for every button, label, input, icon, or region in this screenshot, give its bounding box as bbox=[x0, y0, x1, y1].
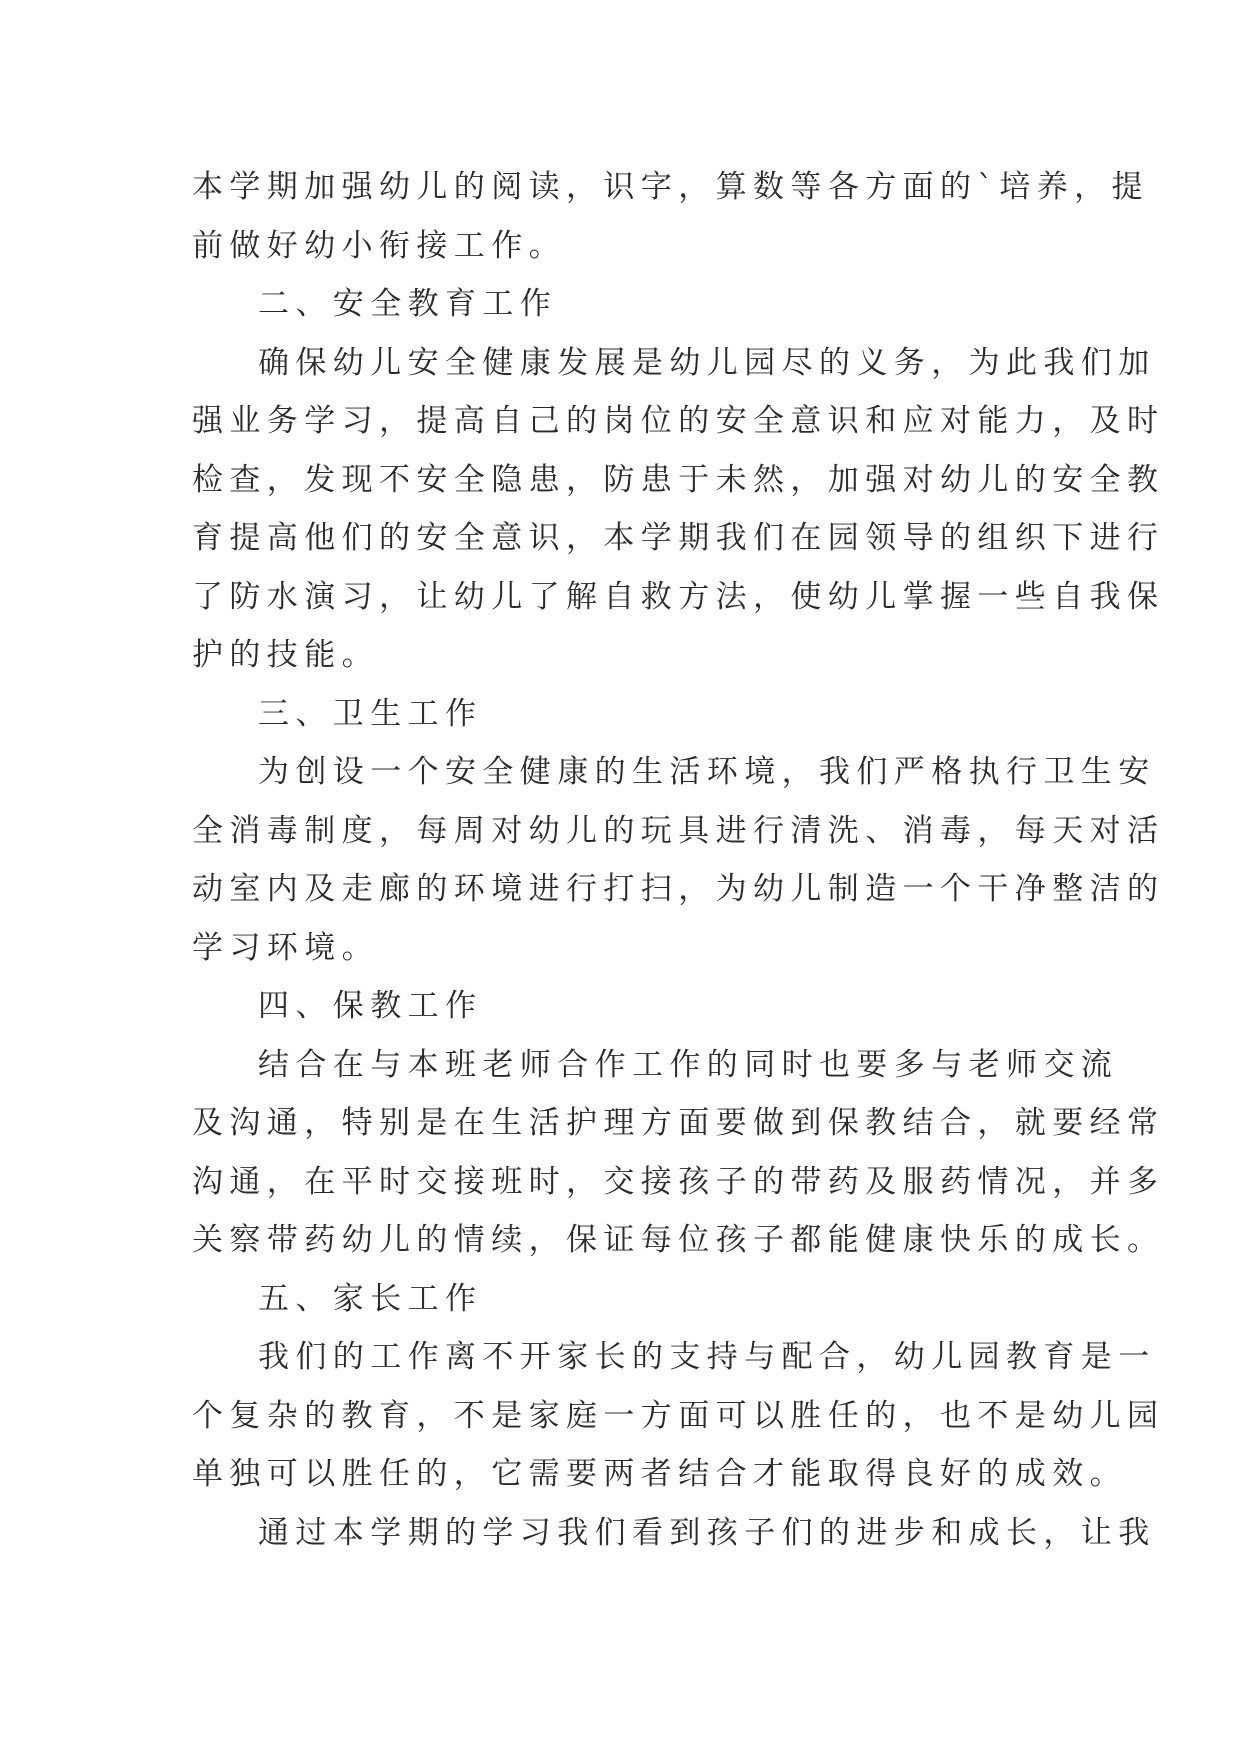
section-heading-parents: 五、家长工作 bbox=[258, 1280, 483, 1317]
text-line-22: 个复杂的教育，不是家庭一方面可以胜任的，也不是幼儿园 bbox=[192, 1397, 1165, 1434]
section-heading-hygiene: 三、卫生工作 bbox=[258, 695, 483, 732]
text-line-9: 护的技能。 bbox=[192, 637, 379, 673]
section-heading-care: 四、保教工作 bbox=[258, 988, 483, 1024]
text-line-21: 我们的工作离不开家长的支持与配合，幼儿园教育是一 bbox=[258, 1339, 1156, 1375]
text-line-2: 前做好幼小衔接工作。 bbox=[192, 227, 566, 264]
text-line-12: 全消毒制度，每周对幼儿的玩具进行清洗、消毒，每天对活 bbox=[192, 812, 1165, 849]
text-line-6: 检查，发现不安全隐患，防患于未然，加强对幼儿的安全教 bbox=[192, 461, 1165, 498]
text-line-1: 本学期加强幼儿的阅读，识字，算数等各方面的`培养，提 bbox=[192, 169, 1149, 205]
text-line-5: 强业务学习，提高自己的岗位的安全意识和应对能力，及时 bbox=[192, 403, 1165, 439]
text-line-8: 了防水演习，让幼儿了解自救方法，使幼儿掌握一些自我保 bbox=[192, 578, 1165, 615]
text-line-14: 学习环境。 bbox=[192, 929, 379, 966]
document-body bbox=[192, 158, 1165, 1562]
text-line-7: 育提高他们的安全意识，本学期我们在园领导的组织下进行 bbox=[192, 520, 1165, 556]
text-line-16: 结合在与本班老师合作工作的同时也要多与老师交流 bbox=[258, 1046, 1119, 1083]
text-line-4: 确保幼儿安全健康发展是幼儿园尽的义务，为此我们加 bbox=[258, 344, 1156, 381]
text-line-18: 沟通，在平时交接班时，交接孩子的带药及服药情况，并多 bbox=[192, 1163, 1165, 1200]
text-line-13: 动室内及走廊的环境进行打扫，为幼儿制造一个干净整洁的 bbox=[192, 871, 1165, 907]
text-line-11: 为创设一个安全健康的生活环境，我们严格执行卫生安 bbox=[258, 754, 1156, 790]
text-line-19: 关察带药幼儿的情续，保证每位孩子都能健康快乐的成长。 bbox=[192, 1222, 1165, 1258]
text-line-17: 及沟通，特别是在生活护理方面要做到保教结合，就要经常 bbox=[192, 1105, 1165, 1141]
text-line-23: 单独可以胜任的，它需要两者结合才能取得良好的成效。 bbox=[192, 1456, 1127, 1492]
text-line-24: 通过本学期的学习我们看到孩子们的进步和成长，让我 bbox=[258, 1514, 1156, 1551]
section-heading-safety: 二、安全教育工作 bbox=[258, 286, 558, 322]
